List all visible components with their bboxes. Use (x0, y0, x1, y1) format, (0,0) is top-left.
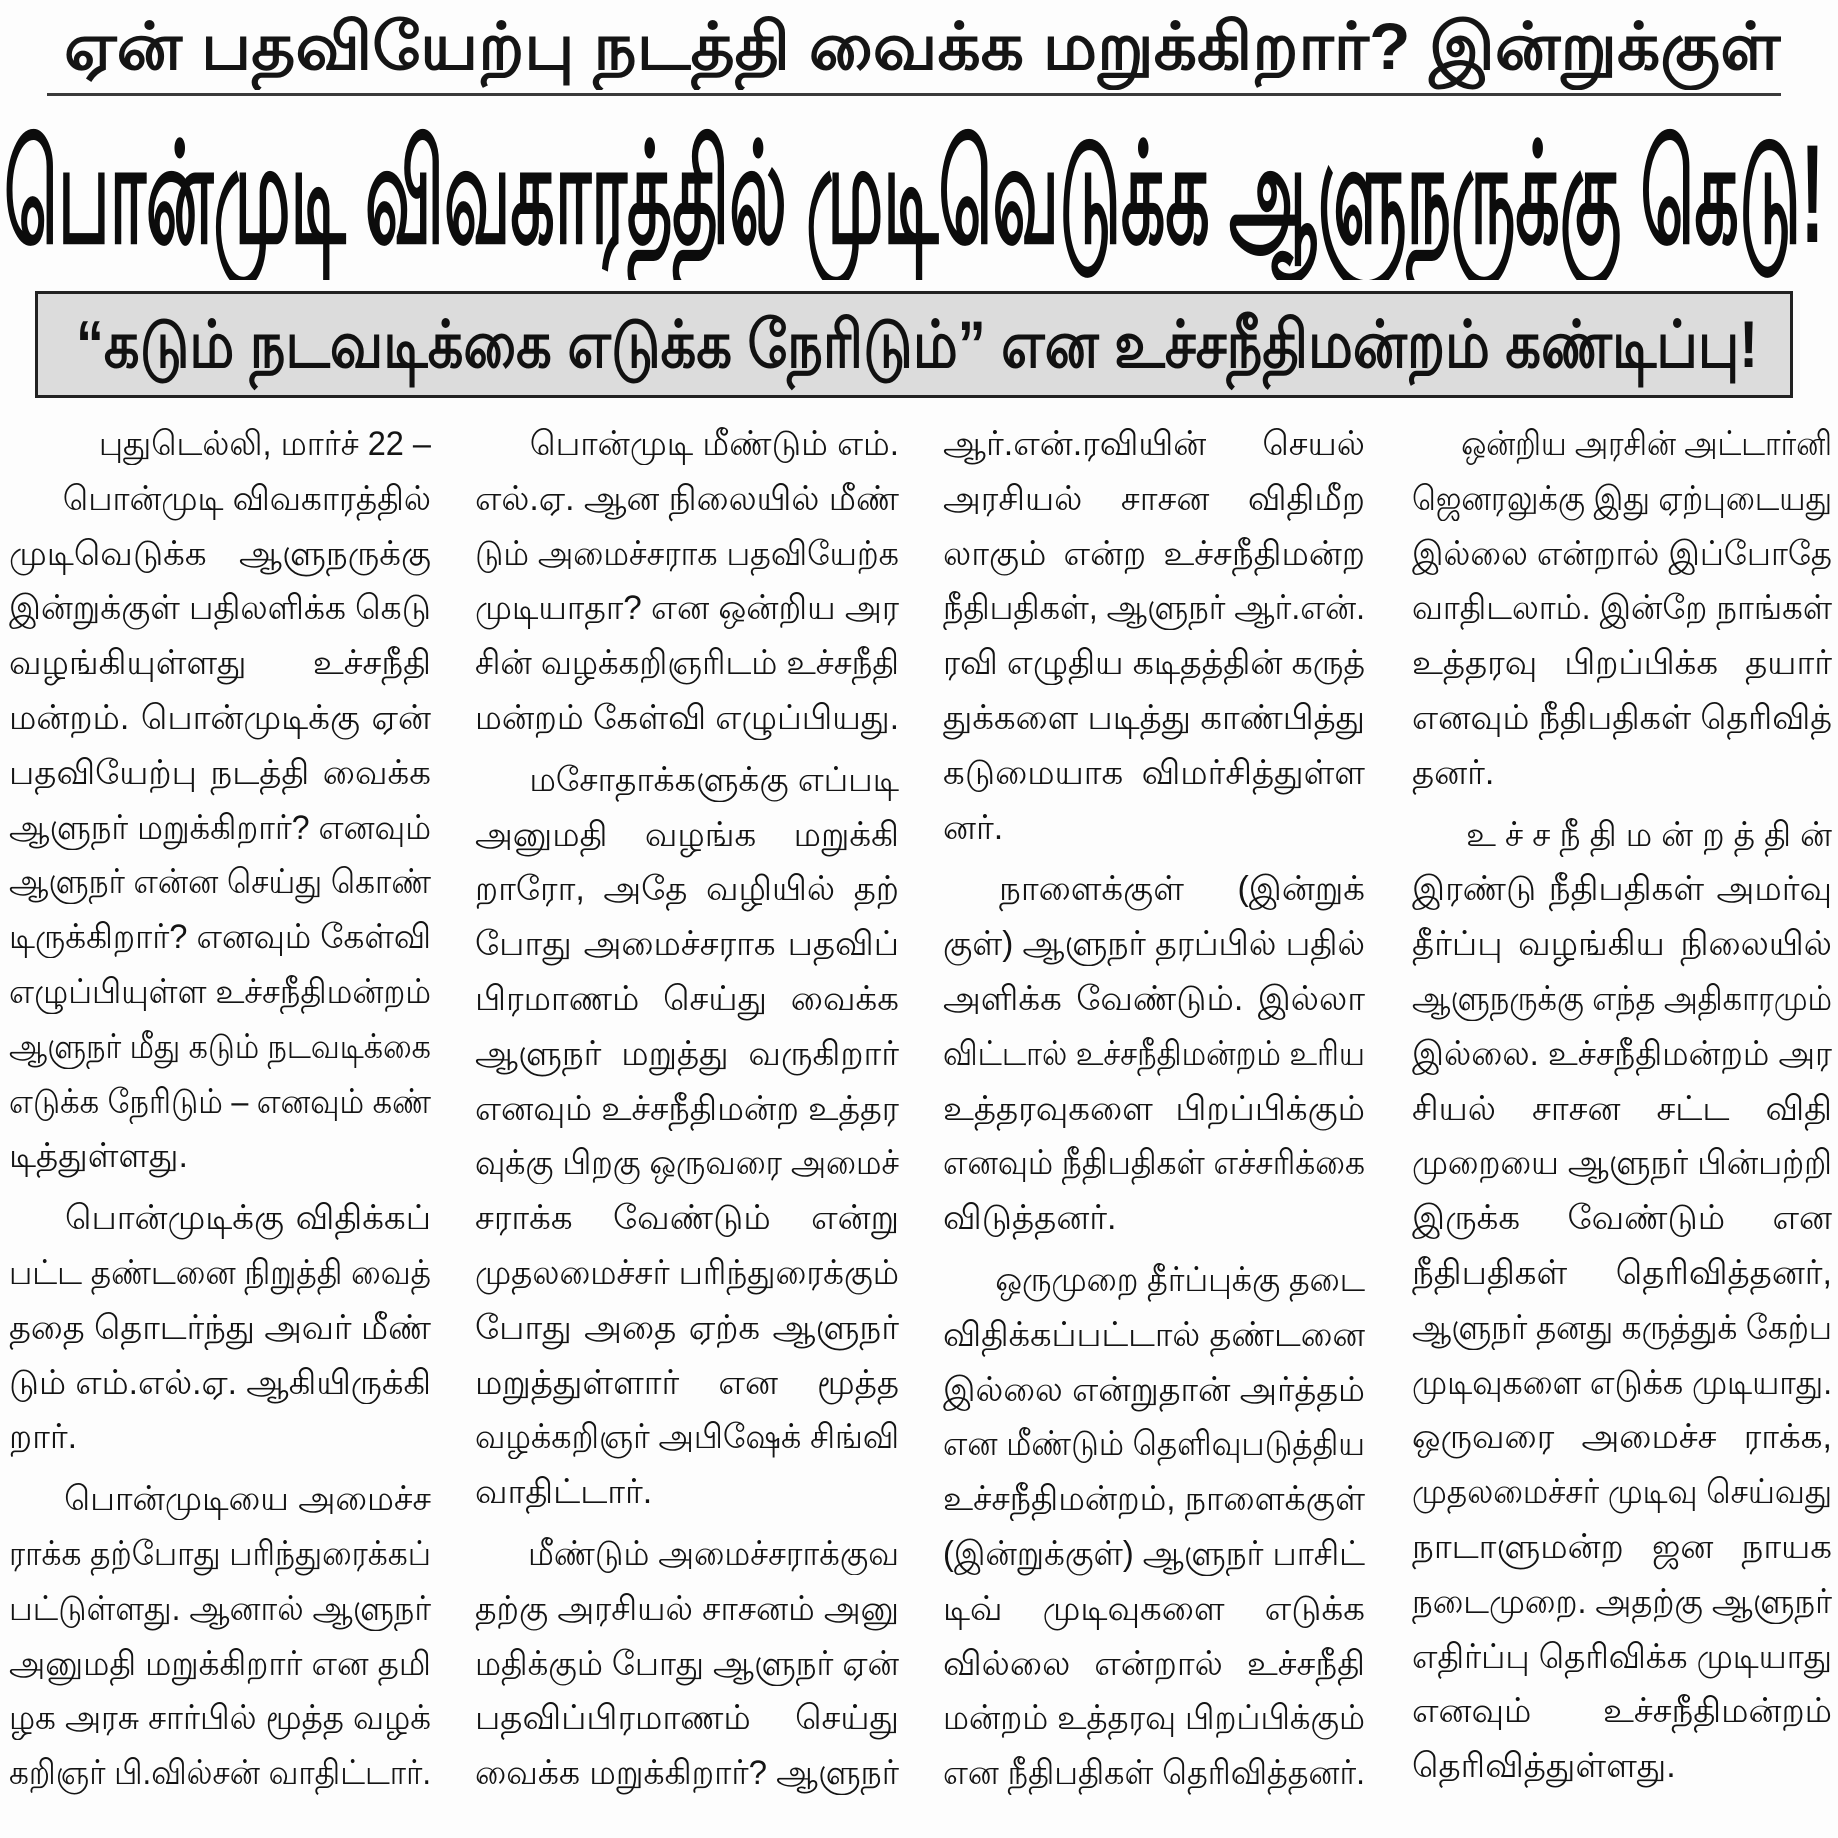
article-line: பொன்முடி விவகாரத்தில் (62, 479, 432, 518)
article-line: போது அதை ஏற்க ஆளுநர் (475, 1308, 899, 1347)
article-line: றார். (9, 1418, 78, 1457)
article-column-2 (475, 417, 899, 1801)
article-line: விடுத்தனர். (943, 1199, 1117, 1238)
article-line: ஆளுநருக்கு எந்த அதிகாரமும் (1412, 979, 1832, 1018)
article-line: அனுமதி மறுக்கிறார் என தமி (9, 1644, 431, 1683)
article-line: மன்றம். பொன்முடிக்கு ஏன் (9, 698, 431, 737)
article-line: எடுக்க நேரிடும் – எனவும் கண் (9, 1082, 431, 1121)
article-line: அனுமதி வழங்க மறுக்கி (475, 815, 899, 854)
article-line: உ ச் ச நீ தி ம ன் ற த் தி ன் (1466, 815, 1832, 854)
article-line: கறிஞர் பி.வில்சன் வாதிட்டார். (9, 1754, 431, 1793)
article-line: போது அமைச்சராக பதவிப் (475, 925, 899, 964)
deck-headline (76, 294, 1758, 395)
article-line: மசோதாக்களுக்கு எப்படி (529, 760, 899, 799)
article-line: றாரோ, அதே வழியில் தற் (475, 870, 899, 909)
article-line: ராக்க தற்போது பரிந்துரைக்கப் (9, 1534, 431, 1573)
article-line: தீர்ப்பு வழங்கிய நிலையில் (1412, 925, 1832, 964)
article-line: டும் அமைச்சராக பதவியேற்க (475, 534, 899, 573)
article-line: கடுமையாக விமர்சித்துள்ள (943, 753, 1365, 792)
article-line: எனவும் நீதிபதிகள் எச்சரிக்கை (943, 1144, 1365, 1183)
article-line: விட்டால் உச்சநீதிமன்றம் உரிய (943, 1034, 1365, 1073)
article-line: துக்களை படித்து காண்பித்து (943, 698, 1365, 737)
article-line: விதிக்கப்பட்டால் தண்டனை (943, 1315, 1365, 1354)
article-line: மறுத்துள்ளார் என மூத்த (475, 1363, 899, 1402)
kicker-underline (47, 93, 1781, 96)
article-column-1 (9, 417, 431, 1801)
article-line: எனவும் உச்சநீதிமன்ற உத்தர (475, 1089, 899, 1128)
article-line: உத்தரவு பிறப்பிக்க தயார் (1412, 644, 1832, 683)
article-line: டித்துள்ளது. (9, 1137, 188, 1176)
article-line: என மீண்டும் தெளிவுபடுத்திய (943, 1425, 1365, 1464)
article-line: (இன்றுக்குள்) ஆளுநர் பாசிட் (943, 1534, 1365, 1573)
article-line: எனவும் உச்சநீதிமன்றம் (1412, 1692, 1832, 1731)
article-line: தெரிவித்துள்ளது. (1412, 1747, 1676, 1786)
article-line: டிவ் முடிவுகளை எடுக்க (943, 1589, 1365, 1628)
article-line: சியல் சாசன சட்ட விதி (1412, 1089, 1832, 1128)
article-line: மன்றம் உத்தரவு பிறப்பிக்கும் (943, 1699, 1365, 1738)
main-headline (4, 108, 1824, 280)
article-line: வழங்கியுள்ளது உச்சநீதி (9, 644, 431, 683)
article-line: பதவிப்பிரமாணம் செய்து (475, 1699, 899, 1738)
article-line: டிருக்கிறார்? எனவும் கேள்வி (9, 918, 431, 957)
article-line: எழுப்பியுள்ள உச்சநீதிமன்றம் (9, 972, 431, 1011)
article-line: பிரமாணம் செய்து வைக்க (475, 979, 899, 1018)
article-line: முடியாதா? என ஒன்றிய அர (475, 589, 899, 628)
article-line: இல்லை என்றால் இப்போதே (1412, 534, 1832, 573)
article-line: ஒருவரை அமைச்ச ராக்க, (1412, 1418, 1832, 1457)
article-line: ஆளுநர் மறுக்கிறார்? எனவும் (9, 808, 431, 847)
article-line: குள்) ஆளுநர் தரப்பில் பதில் (943, 925, 1365, 964)
article-line: ரவி எழுதிய கடிதத்தின் கருத் (943, 644, 1365, 683)
article-line: வாதிட்டார். (475, 1473, 653, 1512)
article-line: வழக்கறிஞர் அபிஷேக் சிங்வி (475, 1418, 899, 1457)
article-line: ஆளுநர் மீது கடும் நடவடிக்கை (9, 1027, 431, 1066)
article-line: சராக்க வேண்டும் என்று (475, 1199, 899, 1238)
article-line: உத்தரவுகளை பிறப்பிக்கும் (943, 1089, 1365, 1128)
article-line: இருக்க வேண்டும் என (1412, 1199, 1832, 1238)
article-line: முடிவுகளை எடுக்க முடியாது. (1412, 1363, 1832, 1402)
article-line: நாளைக்குள் (இன்றுக் (999, 870, 1365, 909)
article-line: பொன்முடிக்கு விதிக்கப் (65, 1199, 431, 1238)
article-line: ததை தொடர்ந்து அவர் மீண் (9, 1308, 431, 1347)
article-line: வைக்க மறுக்கிறார்? ஆளுநர் (475, 1754, 899, 1793)
article-line: எனவும் நீதிபதிகள் தெரிவித் (1412, 698, 1832, 737)
article-line: நடைமுறை. அதற்கு ஆளுநர் (1412, 1582, 1832, 1621)
article-line: தற்கு அரசியல் சாசனம் அனு (475, 1589, 899, 1628)
article-line: இல்லை. உச்சநீதிமன்றம் அர (1412, 1034, 1832, 1073)
article-line: ஜெனரலுக்கு இது ஏற்புடையது (1412, 479, 1832, 518)
article-line: எதிர்ப்பு தெரிவிக்க முடியாது (1412, 1637, 1832, 1676)
article-line: முதலமைச்சர் முடிவு செய்வது (1412, 1473, 1832, 1512)
article-line: வுக்கு பிறகு ஒருவரை அமைச் (475, 1144, 899, 1183)
kicker-headline-text: ஏன் பதவியேற்பு நடத்தி வைக்க மறுக்கிறார்? இன்றுக்குள் (64, 9, 1781, 83)
article-line: னர். (943, 808, 1004, 847)
article-line: பொன்முடியை அமைச்ச (64, 1480, 432, 1519)
article-line: சின் வழக்கறிஞரிடம் உச்சநீதி (475, 644, 899, 683)
article-line: அரசியல் சாசன விதிமீற (943, 479, 1365, 518)
article-line: வாதிடலாம். இன்றே நாங்கள் (1412, 589, 1832, 628)
article-line: இரண்டு நீதிபதிகள் அமர்வு (1412, 870, 1832, 909)
article-line: ஆளுநர் என்ன செய்து கொண் (9, 863, 431, 902)
article-line: இல்லை என்றுதான் அர்த்தம் (943, 1370, 1365, 1409)
article-line: ஆளுநர் மறுத்து வருகிறார் (475, 1034, 899, 1073)
article-line: நாடாளுமன்ற ஜன நாயக (1412, 1527, 1832, 1566)
article-line: எல்.ஏ. ஆன நிலையில் மீண் (475, 479, 899, 518)
article-line: நீதிபதிகள் தெரிவித்தனர், (1412, 1253, 1832, 1292)
article-line: வில்லை என்றால் உச்சநீதி (943, 1644, 1365, 1683)
article-line: மதிக்கும் போது ஆளுநர் ஏன் (475, 1644, 899, 1683)
article-line: தனர். (1412, 753, 1495, 792)
deck-headline-text: “கடும் நடவடிக்கை எடுக்க நேரிடும்” என உச்சநீதிமன்றம் கண்டிப்பு! (76, 307, 1758, 381)
article-line: லாகும் என்ற உச்சநீதிமன்ற (943, 534, 1365, 573)
article-line: முடிவெடுக்க ஆளுநருக்கு (9, 534, 431, 573)
main-headline-text: பொன்முடி விவகாரத்தில் முடிவெடுக்க ஆளுநருக்கு கெடு! (4, 115, 1824, 272)
article-line: ஆளுநர் தனது கருத்துக் கேற்ப (1412, 1308, 1832, 1347)
article-line: நீதிபதிகள், ஆளுநர் ஆர்.என். (943, 589, 1365, 628)
deck-box (35, 291, 1793, 398)
article-line: மீண்டும் அமைச்சராக்குவ (527, 1534, 899, 1573)
article-line: முதலமைச்சர் பரிந்துரைக்கும் (475, 1253, 899, 1292)
article-line: பதவியேற்பு நடத்தி வைக்க (9, 753, 431, 792)
article-line: உச்சநீதிமன்றம், நாளைக்குள் (943, 1480, 1365, 1519)
article-line: பட்டுள்ளது. ஆனால் ஆளுநர் (9, 1589, 431, 1628)
article-line: மன்றம் கேள்வி எழுப்பியது. (475, 698, 899, 737)
kicker-headline (64, 2, 1781, 90)
article-line: ஆர்.என்.ரவியின் செயல் (943, 425, 1365, 463)
dateline: புதுடெல்லி, மார்ச் 22 – (98, 425, 431, 463)
article-line: ஒருமுறை தீர்ப்புக்கு தடை (995, 1260, 1365, 1299)
article-column-3 (943, 417, 1365, 1801)
article-line: ழக அரசு சார்பில் மூத்த வழக் (9, 1699, 431, 1738)
article-line: பட்ட தண்டனை நிறுத்தி வைத் (9, 1253, 431, 1292)
article-line: டும் எம்.எல்.ஏ. ஆகியிருக்கி (9, 1363, 431, 1402)
article-line: என நீதிபதிகள் தெரிவித்தனர். (943, 1754, 1365, 1793)
article-line: ஒன்றிய அரசின் அட்டார்னி (1461, 425, 1832, 463)
article-line: இன்றுக்குள் பதிலளிக்க கெடு (9, 589, 431, 628)
article-column-4 (1412, 417, 1832, 1794)
article-line: பொன்முடி மீண்டும் எம். (529, 425, 899, 463)
article-line: முறையை ஆளுநர் பின்பற்றி (1412, 1144, 1832, 1183)
article-line: அளிக்க வேண்டும். இல்லா (943, 979, 1365, 1018)
